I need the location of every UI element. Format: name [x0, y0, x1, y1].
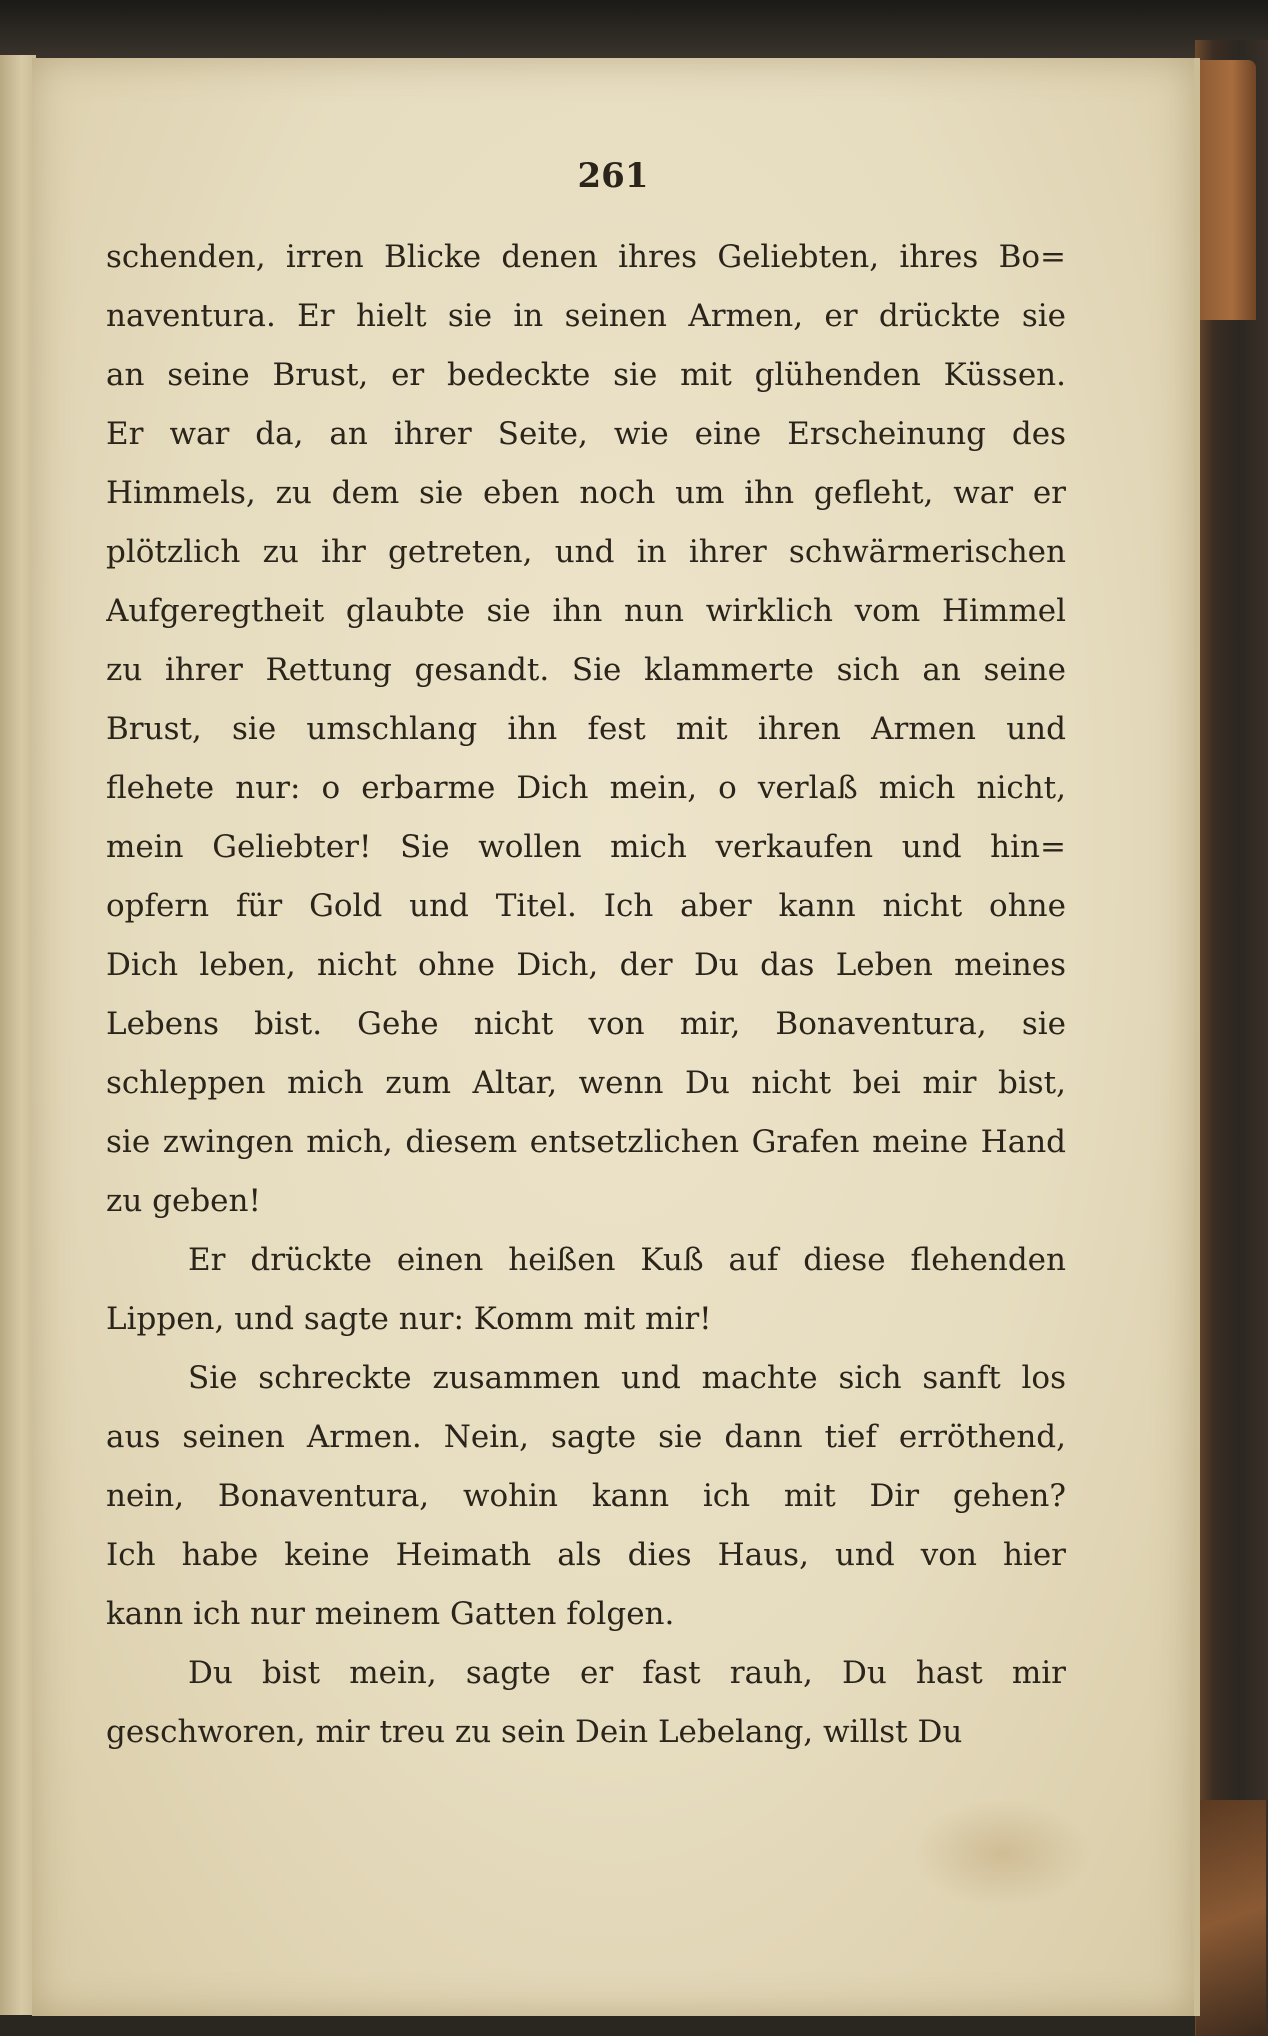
text-line: Lippen, und sagte nur: Komm mit mir!	[106, 1301, 712, 1337]
text-line: an seine Brust, er bedeckte sie mit glühenden Küssen.	[106, 357, 1066, 393]
text-line: Brust, sie umschlang ihn fest mit ihren Armen und	[106, 711, 1066, 747]
paper-stain	[912, 1798, 1092, 1908]
text-line: Aufgeregtheit glaubte sie ihn nun wirklich vom Himmel	[106, 593, 1066, 629]
text-line: Ich habe keine Heimath als dies Haus, und von hier	[106, 1537, 1066, 1573]
book-leather-corner	[1196, 60, 1256, 320]
text-line: naventura. Er hielt sie in seinen Armen, er drückte sie	[106, 298, 1066, 334]
paragraph	[106, 1644, 1066, 1762]
text-line: plötzlich zu ihr getreten, und in ihrer schwärmerischen	[106, 534, 1066, 570]
text-line: schenden, irren Blicke denen ihres Geliebten, ihres Bo=	[106, 239, 1066, 275]
text-line: kann ich nur meinem Gatten folgen.	[106, 1596, 675, 1632]
text-line: Lebens bist. Gehe nicht von mir, Bonaventura, sie	[106, 1006, 1066, 1042]
previous-page-edge	[0, 55, 36, 2015]
text-line: zu ihrer Rettung gesandt. Sie klammerte sich an seine	[106, 652, 1066, 688]
book-leather-bottom	[1196, 1800, 1266, 2036]
text-line: opfern für Gold und Titel. Ich aber kann nicht ohne	[106, 888, 1066, 924]
text-line: aus seinen Armen. Nein, sagte sie dann tief erröthend,	[106, 1419, 1066, 1455]
text-line: mein Geliebter! Sie wollen mich verkaufen und hin=	[106, 829, 1066, 865]
text-line: Er war da, an ihrer Seite, wie eine Erscheinung des	[106, 416, 1066, 452]
text-line: flehete nur: o erbarme Dich mein, o verlaß mich nicht,	[106, 770, 1066, 806]
text-line: Dich leben, nicht ohne Dich, der Du das Leben meines	[106, 947, 1066, 983]
text-line: Du bist mein, sagte er fast rauh, Du hast mir	[188, 1655, 1066, 1691]
text-line: Himmels, zu dem sie eben noch um ihn gefleht, war er	[106, 475, 1066, 511]
text-line: schleppen mich zum Altar, wenn Du nicht bei mir bist,	[106, 1065, 1066, 1101]
page-number: 261	[577, 156, 649, 196]
book-cover-top	[0, 0, 1268, 60]
text-line: nein, Bonaventura, wohin kann ich mit Dir gehen?	[106, 1478, 1066, 1514]
text-line: zu geben!	[106, 1183, 261, 1219]
paragraph	[106, 228, 1066, 1231]
book-page	[32, 58, 1200, 2016]
text-line: Sie schreckte zusammen und machte sich sanft los	[188, 1360, 1066, 1396]
text-line: sie zwingen mich, diesem entsetzlichen Grafen meine Hand	[106, 1124, 1066, 1160]
book-cover-edge	[1195, 40, 1268, 2036]
text-line: Er drückte einen heißen Kuß auf diese flehenden	[188, 1242, 1066, 1278]
paragraph	[106, 1349, 1066, 1644]
page-text	[106, 228, 1066, 1762]
text-line: geschworen, mir treu zu sein Dein Lebelang, willst Du	[106, 1714, 963, 1750]
paragraph	[106, 1231, 1066, 1349]
